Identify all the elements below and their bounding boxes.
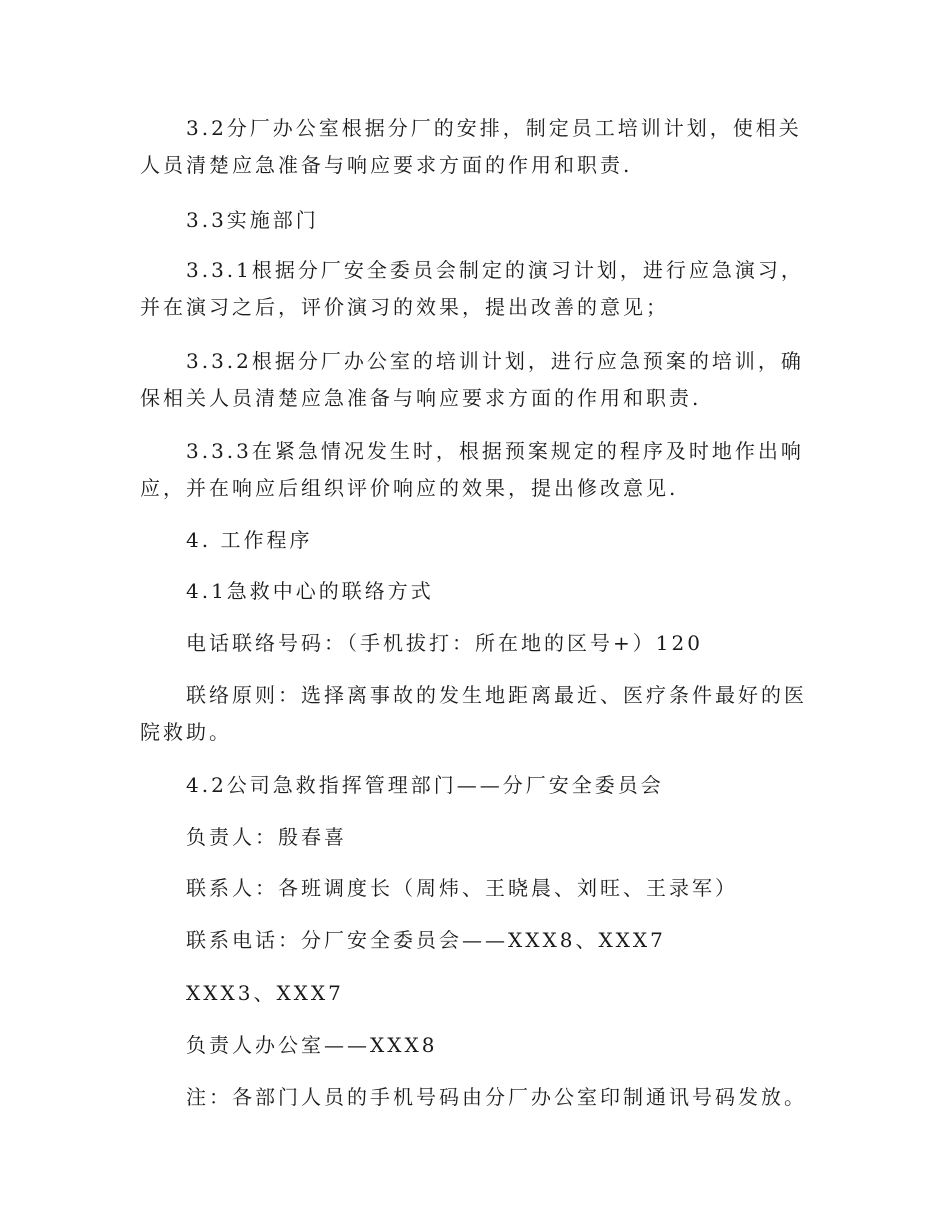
- contact-principle: 联络原则：选择离事故的发生地距离最近、医疗条件最好的医院救助。: [140, 683, 807, 744]
- heading-4-1: 4.1急救中心的联络方式: [186, 579, 434, 603]
- heading-3-3: 3.3实施部门: [186, 208, 319, 232]
- responsible-person: 负责人：殷春喜: [186, 825, 347, 849]
- paragraph-3-2: 3.2分厂办公室根据分厂的安排，制定员工培训计划，使相关人员清楚应急准备与响应要求方面的作用和职责.: [140, 116, 802, 177]
- paragraph-3-3-3: 3.3.3在紧急情况发生时，根据预案规定的程序及时地作出响应，并在响应后组织评价响应的效果，提出修改意见.: [140, 439, 804, 500]
- note: 注：各部门人员的手机号码由分厂办公室印制通讯号码发放。: [186, 1085, 807, 1109]
- paragraph-3-3-1: 3.3.1根据分厂安全委员会制定的演习计划，进行应急演习，并在演习之后，评价演习的效果，提出改善的意见；: [140, 258, 804, 319]
- paragraph-3-3-2: 3.3.2根据分厂办公室的培训计划，进行应急预案的培训，确保相关人员清楚应急准备与响应要求方面的作用和职责.: [140, 349, 804, 410]
- office-phone: 负责人办公室——XXX8: [186, 1033, 438, 1057]
- heading-4-2: 4.2公司急救指挥管理部门——分厂安全委员会: [186, 773, 664, 797]
- contact-phone-continued: XXX3、XXX7: [186, 981, 344, 1005]
- contact-persons: 联系人：各班调度长（周炜、王晓晨、刘旺、王录军）: [186, 876, 738, 900]
- contact-phone: 联系电话：分厂安全委员会——XXX8、XXX7: [186, 928, 666, 952]
- heading-4: 4. 工作程序: [186, 528, 313, 552]
- phone-number-line: 电话联络号码：（手机拔打：所在地的区号+）120: [186, 631, 703, 655]
